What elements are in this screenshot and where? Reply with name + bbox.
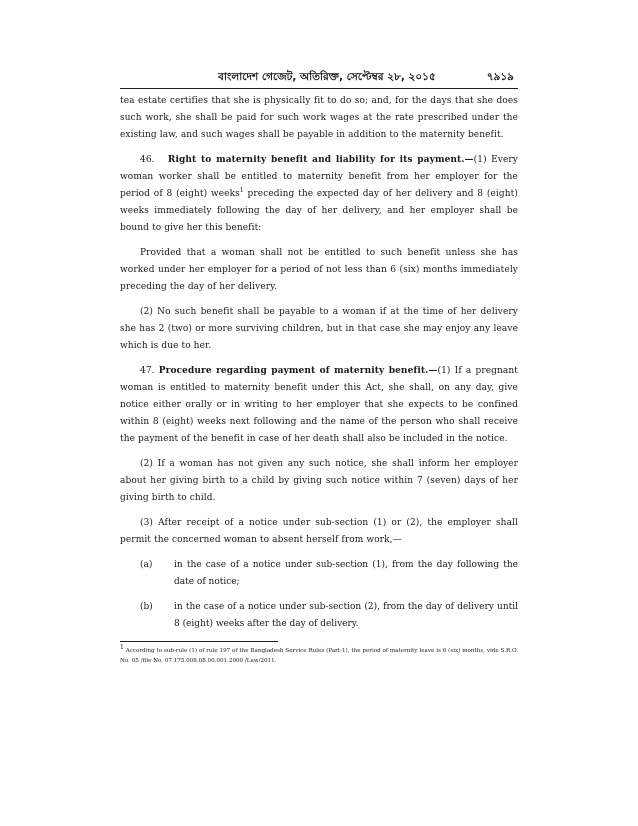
section-46-heading: Right to maternity benefit and liability for its payment. xyxy=(167,155,465,165)
section-47-subsection-1 xyxy=(120,363,518,448)
section-46-proviso: Provided that a woman shall not be entitled to such benefit unless she has worked under her employer for a period of not less than 6 (six) months immediately preceding the day of her delivery. xyxy=(120,248,518,292)
clause-b-label: (b) xyxy=(140,602,153,612)
page-header xyxy=(120,70,518,89)
section-47-subsection-2: (2) If a woman has not given any such notice, she shall inform her employer about her giving birth to a child by giving such notice within 7 (seven) days of her giving birth to child. xyxy=(120,459,518,503)
section-46-subsection-1 xyxy=(120,152,518,237)
section-46-subsection-2: (2) No such benefit shall be payable to a woman if at the time of her delivery she has 2 (two) or more surviving children, but in that case she may enjoy any leave which is due to her. xyxy=(120,307,518,351)
gazette-page xyxy=(120,70,518,666)
section-47-heading: Procedure regarding payment of maternity benefit. xyxy=(158,366,429,376)
footnote xyxy=(120,646,518,666)
clause-a-text: in the case of a notice under sub-section (1), from the day following the date of notice; xyxy=(174,560,518,587)
section-47-number: 47. xyxy=(140,366,155,376)
section-46-number: 46. xyxy=(140,155,155,165)
section-47-dash: — xyxy=(428,366,438,376)
clause-b-text: in the case of a notice under sub-section (2), from the day of delivery until 8 (eight) weeks after the day of delivery. xyxy=(174,602,518,629)
section-47-subsection-3: (3) After receipt of a notice under sub-section (1) or (2), the employer shall permit the concerned woman to absent herself from work,— xyxy=(120,518,518,545)
header-title: বাংলাদেশ গেজেট, অতিরিক্ত, সেপ্টেম্বর ২৮, ২০১৫ xyxy=(218,71,436,83)
continuation-paragraph: tea estate certifies that she is physically fit to do so; and, for the days that she does such work, she shall be paid for such work wages at the rate prescribed under the existing law, and such wages shall be payable in addition to the maternity benefit. xyxy=(120,96,518,140)
section-46-text-b: preceding the expected day of her delivery and 8 (eight) weeks immediately following the day of her delivery, and her employer shall be bound to give her this benefit: xyxy=(120,189,518,233)
clause-b xyxy=(120,599,518,633)
page-number: ৭৯১৯ xyxy=(486,71,514,83)
section-47-text: (1) If a pregnant woman is entitled to maternity benefit under this Act, she shall, on any day, give notice either orally or in writing to her employer that she expects to be confined within 8 (eight) weeks next following and the name of the person who shall receive the payment of the benefit in case of her death shall also be included in the notice. xyxy=(120,366,518,444)
clause-a xyxy=(120,557,518,591)
clause-a-label: (a) xyxy=(140,560,153,570)
footnote-text: According to sub-rule (1) of rule 197 of the Bangladesh Service Rules (Part-1), the period of maternity leave is 6 (six) months, vide S.R.O. No. 05 /file No. 07.175.008.08.00.001.2000 /Law/2011. xyxy=(120,648,518,664)
footnote-marker: 1 xyxy=(120,644,124,652)
section-46-text-a: (1) Every woman worker shall be entitled to maternity benefit from her employer for the period of 8 (eight) weeks xyxy=(120,155,518,199)
footnote-reference: 1 xyxy=(239,187,244,194)
footnote-divider xyxy=(120,641,278,642)
section-46-dash: — xyxy=(464,155,474,165)
